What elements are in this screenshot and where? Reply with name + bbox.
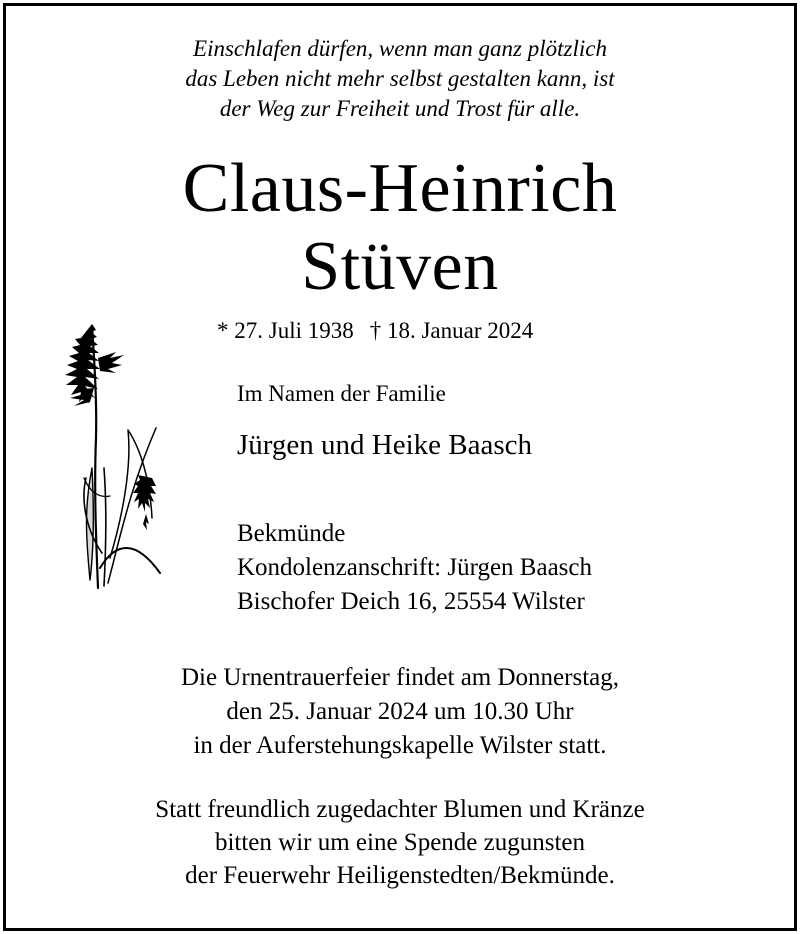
life-dates xyxy=(217,318,533,344)
donation-line: der Feuerwehr Heiligenstedten/Bekmünde. xyxy=(185,862,615,889)
address-line: Bischofer Deich 16, 25554 Wilster xyxy=(237,588,585,615)
death-date: † 18. Januar 2024 xyxy=(369,318,534,343)
motto-quote xyxy=(0,34,800,124)
ceremony-line: in der Auferstehungskapelle Wilster statt. xyxy=(193,732,607,759)
motto-line: der Weg zur Freiheit und Trost für alle. xyxy=(219,96,581,121)
ceremony-line: den 25. Januar 2024 um 10.30 Uhr xyxy=(226,698,574,725)
address-line: Bekmünde xyxy=(237,520,346,547)
donation-line: Statt freundlich zugedachter Blumen und Kränze xyxy=(155,796,645,823)
birth-date: * 27. Juli 1938 xyxy=(217,318,354,343)
family-intro: Im Namen der Familie xyxy=(237,381,446,406)
first-name: Claus-Heinrich xyxy=(182,150,618,227)
address-block xyxy=(237,517,592,619)
grass-sprig-icon xyxy=(60,318,170,593)
family-names: Jürgen und Heike Baasch xyxy=(237,429,533,461)
donation-line: bitten wir um eine Spende zugunsten xyxy=(214,829,586,856)
donation-request xyxy=(0,793,800,892)
motto-line: Einschlafen dürfen, wenn man ganz plötzlich xyxy=(193,36,607,61)
deceased-name xyxy=(0,150,800,306)
ceremony-line: Die Urnentrauerfeier findet am Donnerstag, xyxy=(180,664,619,691)
motto-line: das Leben nicht mehr selbst gestalten kann, ist xyxy=(185,66,615,91)
address-line: Kondolenzanschrift: Jürgen Baasch xyxy=(237,554,592,581)
last-name: Stüven xyxy=(301,228,499,305)
ceremony-notice xyxy=(0,661,800,763)
